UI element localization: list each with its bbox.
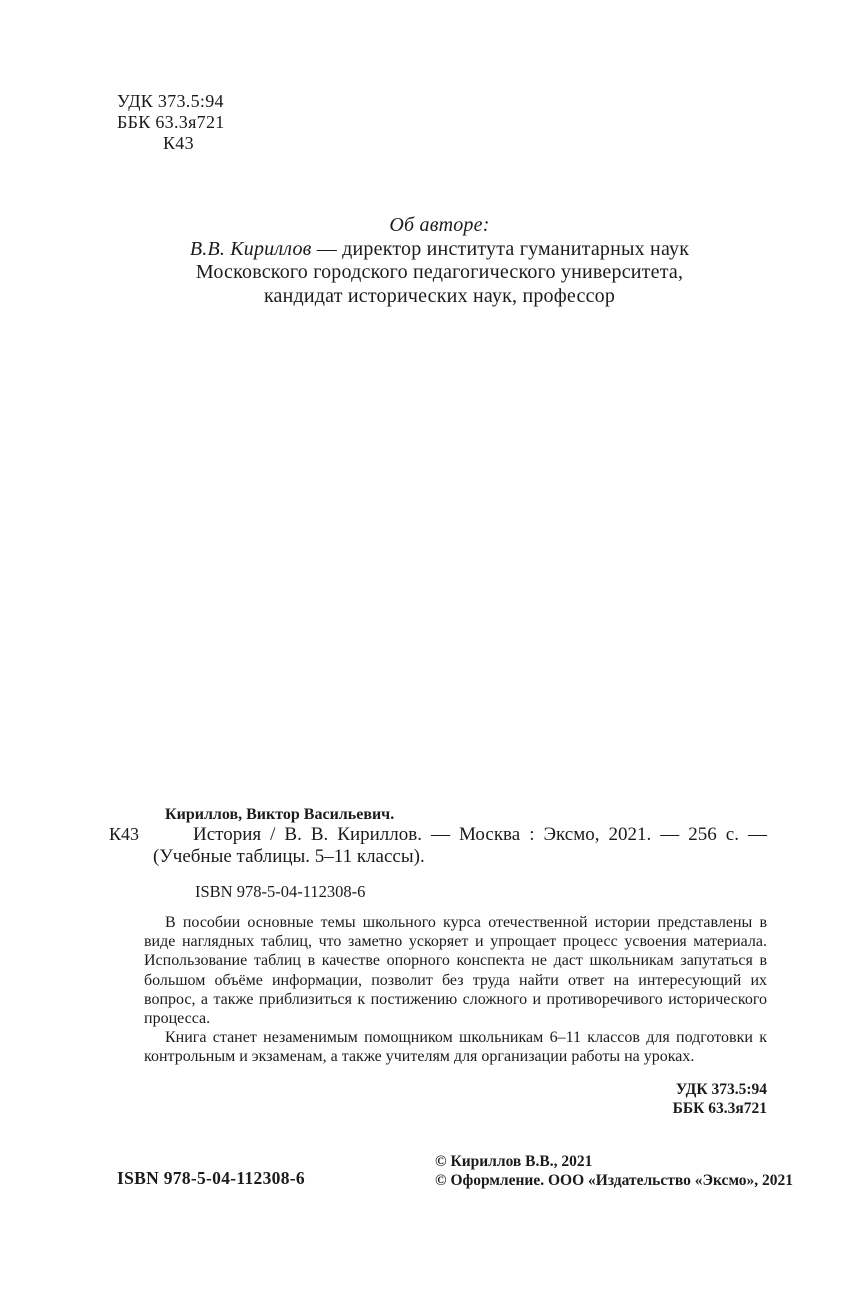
annotation-block — [144, 913, 767, 1067]
about-author-name: В.В. Кириллов — [189, 237, 312, 260]
catalog-entry-line-1: История / В. В. Кириллов. — Москва : Эксмо, 2021. — 256 с. — — [193, 824, 767, 845]
about-author-title: — директор института гуманитарных наук — [311, 237, 690, 260]
about-line-3: кандидат исторических наук, профессор — [263, 284, 616, 307]
udk-code: УДК 373.5:94 — [117, 91, 224, 111]
annotation-paragraph-1: В пособии основные темы школьного курса отечественной истории представлены в виде наглядных таблиц, что заметно ускоряет и упрощает процесс усвоения материала. Использование таблиц в качестве опорного конспекта не даст школьникам запутаться в большом объёме информации, позволит без труда найти ответ на интересующий их вопрос, а также приблизиться к постижению сложного и противоречивого исторического процесса. — [144, 914, 767, 1028]
about-line-2: Московского городского педагогического университета, — [195, 261, 684, 283]
bbk-code: ББК 63.3я721 — [117, 112, 225, 132]
copyright-author: © Кириллов В.В., 2021 — [435, 1153, 593, 1170]
bbk-code-bottom: ББК 63.3я721 — [672, 1099, 767, 1117]
catalog-entry — [109, 824, 767, 867]
copyright-block — [435, 1152, 793, 1190]
udk-code-bottom: УДК 373.5:94 — [675, 1081, 767, 1098]
catalog-entry-line-2: (Учебные таблицы. 5–11 классы). — [153, 845, 425, 867]
about-author-line — [128, 238, 751, 262]
copyright-publisher: © Оформление. ООО «Издательство «Эксмо», 2021 — [435, 1172, 794, 1189]
about-heading: Об авторе: — [389, 214, 490, 236]
catalog-card — [109, 805, 767, 903]
catalog-author-header: Кириллов, Виктор Васильевич. — [165, 806, 395, 823]
footer-isbn: ISBN 978-5-04-112308-6 — [117, 1168, 305, 1188]
author-sign: К43 — [163, 133, 194, 153]
catalog-sign: К43 — [109, 824, 140, 844]
about-author-block — [128, 214, 751, 308]
annotation-paragraph-2: Книга станет незаменимым помощником школьникам 6–11 классов для подготовки к контрольным и экзаменам, а также учителям для организации работы на уроках. — [144, 1029, 767, 1066]
top-catalog-codes — [117, 91, 225, 154]
bottom-catalog-codes — [673, 1081, 767, 1118]
catalog-isbn: ISBN 978-5-04-112308-6 — [195, 882, 366, 901]
